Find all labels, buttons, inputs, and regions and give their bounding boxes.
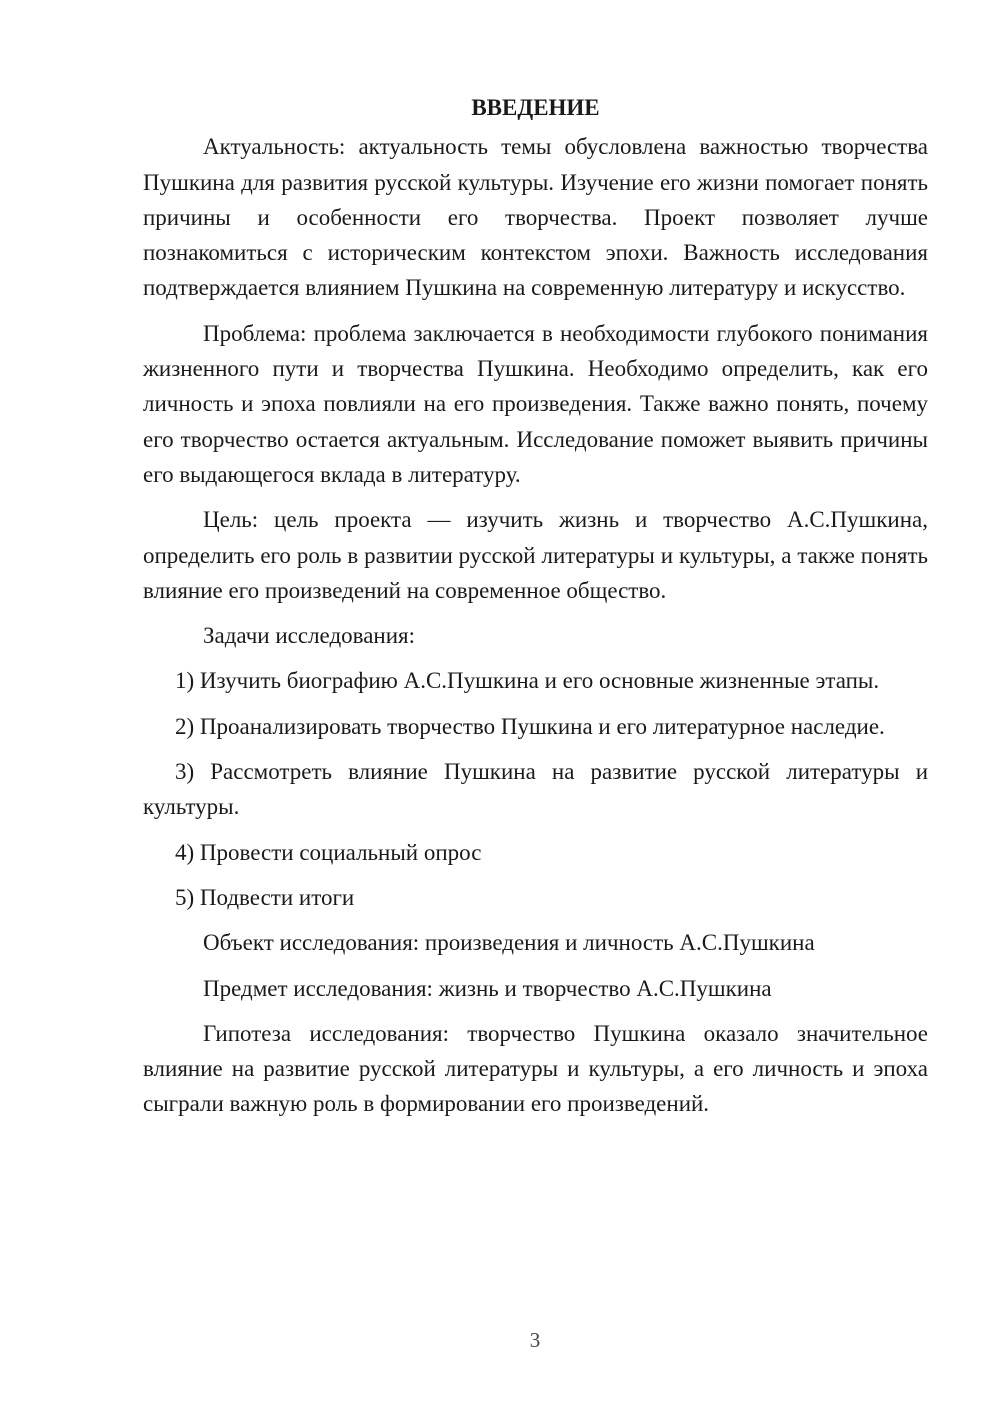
goal-paragraph: Цель: цель проекта — изучить жизнь и творчество А.С.Пушкина, определить его роль в развитии русской литературы и культуры, а также понять влияние его произведений на современное общество.: [143, 507, 928, 603]
tasks-heading: Задачи исследования:: [203, 623, 416, 649]
page-number: 3: [529, 1328, 541, 1352]
research-subject: Предмет исследования: жизнь и творчество А.С.Пушкина: [203, 975, 772, 1001]
relevance-paragraph: Актуальность: актуальность темы обусловлена важностью творчества Пушкина для развития русской культуры. Изучение его жизни помогает понять причины и особенности его творчества. Проект позволяет лучше познакомиться с историческим контекстом эпохи. Важность исследования подтверждается влиянием Пушкина на современную литературу и искусство.: [143, 134, 928, 301]
problem-paragraph: Проблема: проблема заключается в необходимости глубокого понимания жизненного пути и творчества Пушкина. Необходимо определить, как его личность и эпоха повлияли на его произведения. Также важно понять, почему его творчество остается актуальным. Исследование поможет выявить причины его выдающегося вклада в литературу.: [143, 320, 928, 487]
hypothesis-paragraph: Гипотеза исследования: творчество Пушкина оказало значительное влияние на развитие русской литературы и культуры, а его личность и эпоха сыграли важную роль в формировании его произведений.: [143, 1020, 928, 1117]
task-item-5: 5) Подвести итоги: [175, 884, 355, 910]
task-item-1: 1) Изучить биографию А.С.Пушкина и его основные жизненные этапы.: [175, 668, 880, 694]
task-item-4: 4) Провести социальный опрос: [175, 839, 482, 865]
task-item-3: 3) Рассмотреть влияние Пушкина на развитие русской литературы и культуры.: [143, 759, 928, 820]
task-item-2: 2) Проанализировать творчество Пушкина и его литературное наследие.: [175, 713, 885, 739]
page-title: ВВЕДЕНИЕ: [471, 95, 600, 120]
research-object: Объект исследования: произведения и личность А.С.Пушкина: [203, 930, 815, 956]
document-page: [143, 90, 928, 1132]
